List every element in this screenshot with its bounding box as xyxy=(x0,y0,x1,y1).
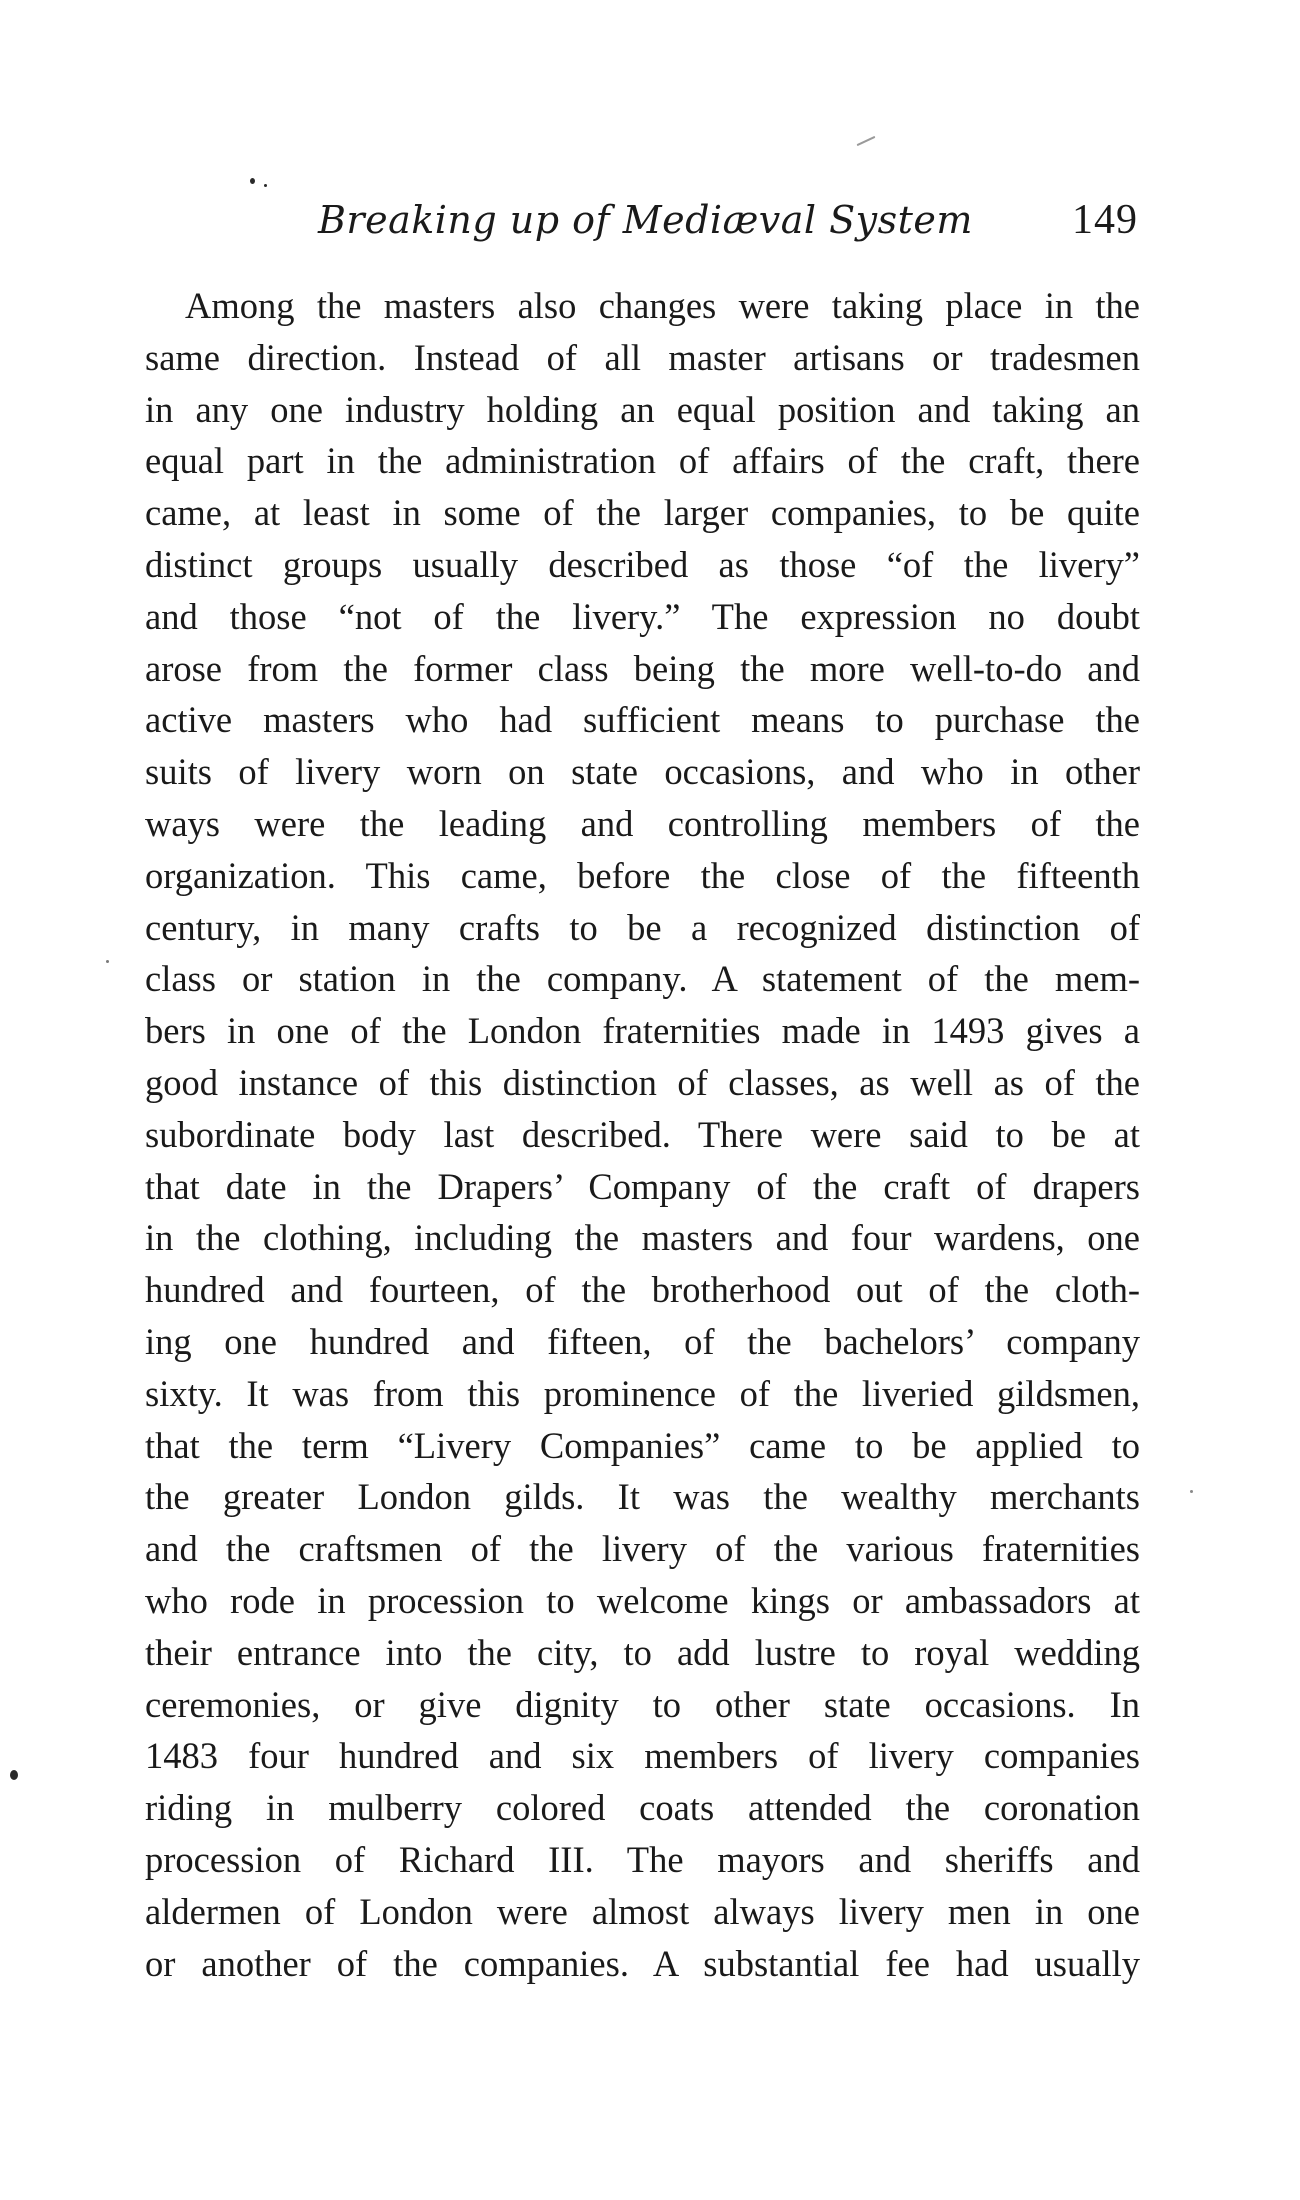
text-line: bers in one of the London fraternities made in 1493 gives a xyxy=(145,1010,1140,1052)
text-line: procession of Richard III. The mayors and sheriffs and xyxy=(145,1838,1140,1880)
page-number: 149 xyxy=(1072,197,1138,243)
text-line: or another of the companies. A substantial fee had usually xyxy=(145,1942,1140,1984)
text-line: riding in mulberry colored coats attended the coronation xyxy=(145,1787,1140,1829)
text-line: Among the masters also changes were taking place in the xyxy=(185,285,1140,326)
text-line: suits of livery worn on state occasions, and who in other xyxy=(145,751,1140,793)
ink-speck xyxy=(857,136,876,146)
text-line: that date in the Drapers’ Company of the craft of drapers xyxy=(145,1165,1140,1207)
text-line: in any one industry holding an equal position and taking an xyxy=(145,388,1140,430)
ink-speck xyxy=(10,1770,18,1780)
text-line: and the craftsmen of the livery of the various fraternities xyxy=(145,1528,1140,1570)
ink-speck xyxy=(106,960,109,963)
text-line: ceremonies, or give dignity to other state occasions. In xyxy=(145,1683,1140,1725)
text-line: 1483 four hundred and six members of livery companies xyxy=(145,1735,1140,1777)
running-title: Breaking up of Mediæval System xyxy=(318,198,973,242)
text-line: and those “not of the livery.” The expression no doubt xyxy=(145,595,1140,637)
text-line: active masters who had sufficient means to purchase the xyxy=(145,699,1140,741)
text-line: aldermen of London were almost always livery men in one xyxy=(145,1890,1140,1932)
text-line: same direction. Instead of all master artisans or tradesmen xyxy=(145,336,1140,378)
running-header xyxy=(318,192,1138,248)
text-line: the greater London gilds. It was the wealthy merchants xyxy=(145,1476,1140,1518)
text-line: good instance of this distinction of classes, as well as of the xyxy=(145,1061,1140,1103)
ink-speck xyxy=(250,178,255,184)
text-line: distinct groups usually described as those “of the livery” xyxy=(145,543,1140,585)
text-line: sixty. It was from this prominence of the liveried gildsmen, xyxy=(145,1372,1140,1414)
ink-speck xyxy=(264,184,267,187)
text-line: came, at least in some of the larger companies, to be quite xyxy=(145,492,1140,534)
text-line: ing one hundred and fifteen, of the bachelors’ company xyxy=(145,1320,1140,1362)
text-line: arose from the former class being the more well-to-do and xyxy=(145,647,1140,689)
text-line: class or station in the company. A statement of the mem- xyxy=(145,958,1140,1000)
body-paragraph xyxy=(145,280,1140,1989)
text-line: who rode in procession to welcome kings or ambassadors at xyxy=(145,1579,1140,1621)
text-line: hundred and fourteen, of the brotherhood out of the cloth- xyxy=(145,1269,1140,1311)
text-line: equal part in the administration of affairs of the craft, there xyxy=(145,440,1140,482)
text-line: in the clothing, including the masters and four wardens, one xyxy=(145,1217,1140,1259)
ink-speck xyxy=(1190,1490,1193,1493)
text-line: century, in many crafts to be a recognized distinction of xyxy=(145,906,1140,948)
text-line: organization. This came, before the close of the fifteenth xyxy=(145,854,1140,896)
text-line: that the term “Livery Companies” came to be applied to xyxy=(145,1424,1140,1466)
text-line: ways were the leading and controlling members of the xyxy=(145,802,1140,844)
text-line: subordinate body last described. There were said to be at xyxy=(145,1113,1140,1155)
text-line: their entrance into the city, to add lustre to royal wedding xyxy=(145,1631,1140,1673)
